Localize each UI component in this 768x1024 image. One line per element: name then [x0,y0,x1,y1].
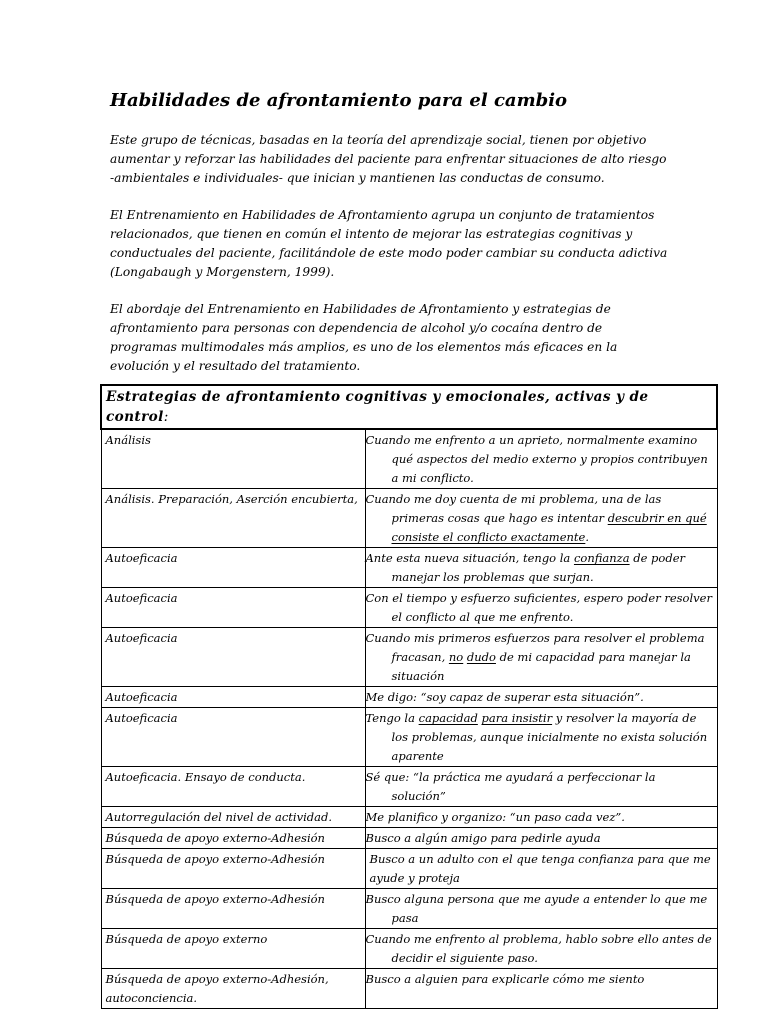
underlined-phrase: dudo [466,650,496,664]
statement-text: Me digo: “soy capaz de superar esta situación”. [365,690,644,704]
table-row [101,929,717,969]
strategy-cell: Autorregulación del nivel de actividad. [101,807,365,828]
table-row [101,429,717,489]
strategy-cell: Autoeficacia [101,708,365,767]
statement-cell [365,429,717,489]
strategy-cell: Búsqueda de apoyo externo-Adhesión, autoconciencia. [101,969,365,1009]
table-row [101,889,717,929]
statement-text: Cuando me enfrento a un aprieto, normalmente examino qué aspectos del medio externo y propios contribuyen a mi conflicto. [365,433,708,485]
strategies-table [100,384,718,1009]
statement-text: Cuando mis primeros esfuerzos para resolver el problema fracasan, [365,631,705,664]
statement-text: Cuando me enfrento al problema, hablo sobre ello antes de decidir el siguiente paso. [365,932,712,965]
underlined-phrase: para insistir [481,711,553,725]
statement-cell [365,849,717,889]
strategy-cell: Autoeficacia [101,548,365,588]
strategy-cell: Análisis [101,429,365,489]
statement-text: Busco alguna persona que me ayude a entender lo que me pasa [365,892,708,925]
statement-cell [365,687,717,708]
statement-text: de mi capacidad para manejar la situación [391,650,691,683]
statement-cell [365,588,717,628]
table-header [101,385,717,429]
table-row [101,708,717,767]
statement-text: Busco a algún amigo para pedirle ayuda [365,831,601,845]
statement-cell [365,548,717,588]
table-row [101,548,717,588]
statement-cell [365,969,717,1009]
table-header-colon: : [163,409,169,425]
statement-text: Con el tiempo y esfuerzo suficientes, espero poder resolver el conflicto al que me enfrento. [365,591,712,624]
strategy-cell: Búsqueda de apoyo externo [101,929,365,969]
statement-text: . [585,530,589,544]
table-row [101,828,717,849]
table-row [101,588,717,628]
underlined-phrase: no [448,650,464,664]
strategy-cell: Análisis. Preparación, Aserción encubierta, [101,489,365,548]
approach-paragraph: El abordaje del Entrenamiento en Habilidades de Afrontamiento y estrategias de afrontamiento para personas con dependencia de alcohol y/o cocaína dentro de programas multimodales más amplios, es uno de los elementos más eficaces en la evolución y el resultado del tratamiento. [110,302,618,373]
statement-cell [365,889,717,929]
table-row [101,807,717,828]
table-header-text: Estrategias de afrontamiento cognitivas y emocionales, activas y de control [106,389,649,425]
statement-text: Busco a un adulto con el que tenga confianza para que me ayude y proteja [369,852,711,885]
underlined-phrase: confianza [573,551,630,565]
table-row [101,767,717,807]
statement-text: de poder manejar los problemas que surjan. [391,551,686,584]
table-row [101,489,717,548]
statement-cell [365,708,717,767]
strategy-cell: Autoeficacia [101,628,365,687]
statement-cell [365,767,717,807]
strategy-cell: Búsqueda de apoyo externo-Adhesión [101,889,365,929]
strategy-cell: Búsqueda de apoyo externo-Adhesión [101,828,365,849]
statement-text: y resolver la mayoría de los problemas, aunque inicialmente no exista solución aparente [391,711,708,763]
table-header-row [101,385,717,429]
page-title: Habilidades de afrontamiento para el cambio [110,90,568,111]
table-body [101,429,717,1009]
statement-cell [365,929,717,969]
underlined-phrase: capacidad [418,711,478,725]
statement-text: Ante esta nueva situación, tengo la [365,551,574,565]
table-row [101,628,717,687]
statement-text: Sé que: “la práctica me ayudará a perfeccionar la solución” [365,770,656,803]
strategy-cell: Autoeficacia [101,687,365,708]
statement-text: Busco a alguien para explicarle cómo me siento [365,972,645,986]
strategy-cell: Autoeficacia. Ensayo de conducta. [101,767,365,807]
statement-text: Tengo la [365,711,419,725]
underlined-phrase: descubrir en qué consiste el conflicto exactamente [391,511,707,544]
statement-cell [365,828,717,849]
statement-text: Cuando me doy cuenta de mi problema, una de las primeras cosas que hago es intentar [365,492,662,525]
training-paragraph: El Entrenamiento en Habilidades de Afrontamiento agrupa un conjunto de tratamientos relacionados, que tienen en común el intento de mejorar las estrategias cognitivas y conductuales del paciente, facilitándole de este modo poder cambiar su conducta adictiva (Longabaugh y Morgenstern, 1999). [110,208,668,279]
statement-cell [365,489,717,548]
table-row [101,849,717,889]
statement-text: Me planifico y organizo: “un paso cada vez”. [365,810,625,824]
table-row [101,969,717,1009]
statement-cell [365,807,717,828]
strategy-cell: Autoeficacia [101,588,365,628]
statement-cell [365,628,717,687]
intro-paragraph: Este grupo de técnicas, basadas en la teoría del aprendizaje social, tienen por objetivo aumentar y reforzar las habilidades del paciente para enfrentar situaciones de alto riesgo -ambientales e individuales- que inician y mantienen las conductas de consumo. [110,133,667,185]
strategy-cell: Búsqueda de apoyo externo-Adhesión [101,849,365,889]
table-row [101,687,717,708]
